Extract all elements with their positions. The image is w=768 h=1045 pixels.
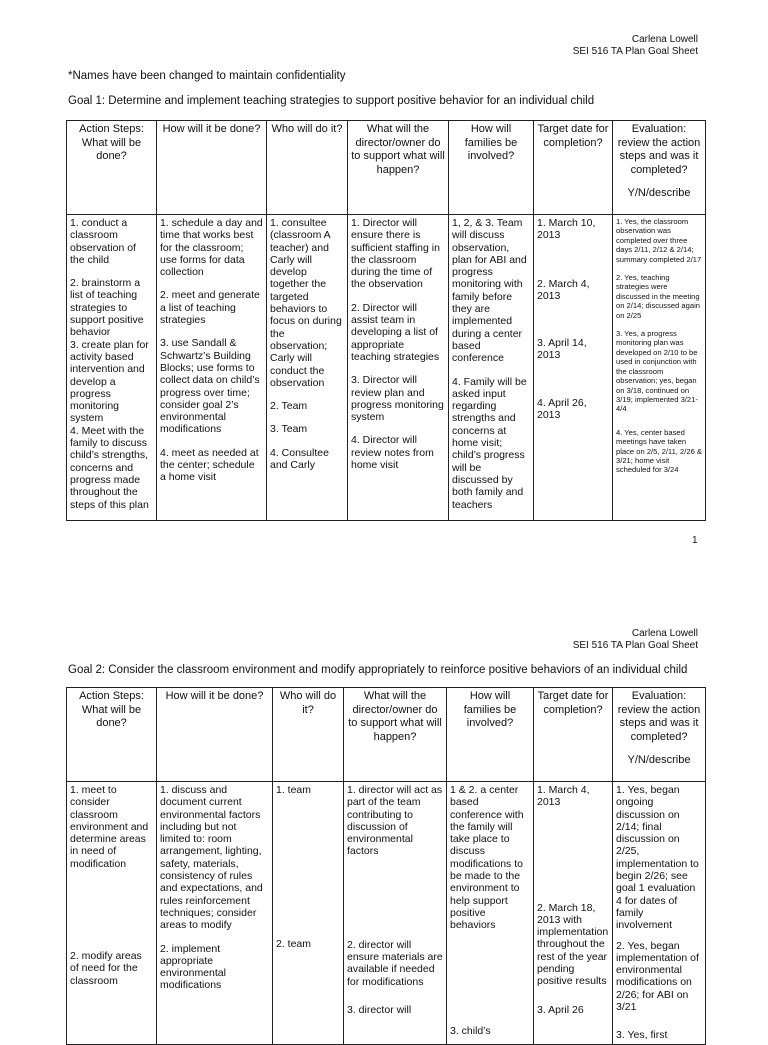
header-target-date: Target date for completion?: [534, 121, 613, 215]
header-how: How will it be done?: [157, 688, 273, 782]
families-1-2: 1 & 2. a center based conference with the family will take place to discuss modifications to be made to the environment to help support positive behaviors: [450, 784, 524, 932]
how-4: 4. meet as needed at the center; schedule a home visit: [160, 446, 259, 484]
evaluation-1: 1. Yes, began ongoing discussion on 2/14; final discussion on 2/25, implementation to begin 2/26; see goal 1 evaluation 4 for dates of family involvement: [616, 784, 699, 932]
how-2: 2. implement appropriate environmental modifications: [160, 942, 226, 992]
action-steps-cell: [67, 215, 157, 521]
yn-describe-label: Y/N/describe: [627, 754, 691, 766]
director-2: 2. director will ensure materials are available if needed for modifications: [347, 938, 443, 988]
header-how: How will it be done?: [157, 121, 267, 215]
target-date-1: 1. March 4, 2013: [537, 784, 590, 809]
families-1-3: 1, 2, & 3. Team will discuss observation, plan for ABI and progress monitoring with family before they are implemented during a center based conference: [452, 217, 527, 365]
action-steps-cell: [67, 782, 157, 1045]
action-steps-2-4: 2. brainstorm a list of teaching strategies to support positive behavior 3. create plan for activity based intervention and develop a progress monitoring system 4. Meet with the family to discuss child’s strengths, concerns and progress made throughout the steps of this plan: [70, 277, 149, 511]
header-target-date: Target date for completion?: [534, 688, 613, 782]
header-evaluation: [613, 688, 706, 782]
page1-sheet-title: SEI 516 TA Plan Goal Sheet: [572, 46, 698, 57]
target-date-2: 2. March 4, 2013: [537, 277, 590, 302]
who-cell: [273, 782, 344, 1045]
header-action-steps: Action Steps: What will be done?: [67, 688, 157, 782]
page1-author: Carlena Lowell: [631, 34, 698, 45]
goal-2-header-row: [67, 688, 706, 782]
director-cell: [348, 215, 449, 521]
header-director: What will the director/owner do to support what will happen?: [344, 688, 447, 782]
target-date-cell: [534, 215, 613, 521]
evaluation-4: 4. Yes, center based meetings have taken place on 2/5, 2/11, 2/26 & 3/21; home visit scheduled for 3/24: [616, 427, 702, 475]
page1-header: [573, 34, 698, 58]
evaluation-cell: [613, 215, 706, 521]
confidentiality-note: *Names have been changed to maintain confidentiality: [68, 70, 346, 82]
director-4: 4. Director will review notes from home visit: [351, 434, 434, 472]
families-3: 3. child’s: [450, 1024, 491, 1037]
who-cell: [267, 215, 348, 521]
goal-2-table: [66, 687, 706, 1045]
action-step-2: 2. modify areas of need for the classroom: [70, 950, 142, 987]
how-cell: [157, 782, 273, 1045]
action-step-1: 1. meet to consider classroom environment and determine areas in need of modification: [70, 784, 149, 870]
director-cell: [344, 782, 447, 1045]
who-1: 1. team: [276, 784, 312, 796]
target-date-4: 4. April 26, 2013: [537, 396, 587, 422]
director-2: 2. Director will assist team in developing a list of appropriate teaching strategies: [351, 301, 440, 363]
families-cell: [447, 782, 534, 1045]
goal-2-title: Goal 2: Consider the classroom environment and modify appropriately to reinforce positive behaviors of an individual child: [68, 664, 688, 676]
target-date-3: 3. April 14, 2013: [537, 337, 587, 362]
header-evaluation-text: Evaluation: review the action steps and was it completed?: [617, 690, 701, 743]
goal-1-body-row: [67, 215, 706, 521]
target-date-2: 2. March 18, 2013 with implementation throughout the rest of the year pending positive results: [537, 901, 609, 988]
families-4: 4. Family will be asked input regarding strengths and concerns at home visit; child’s progress will be discussed by both family and teachers: [452, 375, 527, 511]
header-action-steps: Action Steps: What will be done?: [67, 121, 157, 215]
header-evaluation: [613, 121, 706, 215]
how-1: 1. discuss and document current environmental factors including but not limited to: room arrangement, lighting, safety, materials, consistency of rules and expectations, and rules reinforcement techniques; consider areas to modify: [160, 784, 263, 932]
header-who: Who will do it?: [273, 688, 344, 782]
director-1: 1. director will act as part of the team contributing to discussion of environmental factors: [347, 784, 443, 858]
director-1: 1. Director will ensure there is sufficient staffing in the classroom during the time of the observation: [351, 217, 440, 291]
evaluation-2: 2. Yes, teaching strategies were discussed in the meeting on 2/14; discussed again on 2/25: [616, 273, 701, 320]
who-3: 3. Team: [270, 423, 308, 436]
page2-author: Carlena Lowell: [631, 628, 698, 639]
evaluation-cell: [613, 782, 706, 1045]
page2-sheet-title: SEI 516 TA Plan Goal Sheet: [572, 640, 698, 651]
who-1: 1. consultee (classroom A teacher) and Carly will develop together the targeted behaviors to focus on during the observation; Carly will conduct the observation: [270, 217, 342, 389]
who-4: 4. Consultee and Carly: [270, 446, 329, 472]
director-3: 3. director will: [347, 1003, 412, 1016]
action-step-1: 1. conduct a classroom observation of the child: [70, 217, 136, 266]
page-number: 1: [692, 535, 698, 546]
header-families: How will families be involved?: [447, 688, 534, 782]
target-date-1: 1. March 10, 2013: [537, 217, 596, 242]
families-cell: [449, 215, 534, 521]
target-date-3: 3. April 26: [537, 1003, 584, 1016]
evaluation-2: 2. Yes, began implementation of environmental modifications on 2/26; for ABI on 3/21: [616, 939, 699, 1014]
yn-describe-label: Y/N/describe: [627, 187, 691, 199]
header-who: Who will do it?: [267, 121, 348, 215]
goal-2-body-row: [67, 782, 706, 1045]
how-cell: [157, 215, 267, 521]
goal-1-table: [66, 120, 706, 521]
page2-header: [573, 628, 698, 652]
goal-1-title: Goal 1: Determine and implement teaching strategies to support positive behavior for an individual child: [68, 95, 595, 107]
header-evaluation-text: Evaluation: review the action steps and was it completed?: [617, 123, 701, 176]
header-director: What will the director/owner do to support what will happen?: [348, 121, 449, 215]
header-families: How will families be involved?: [449, 121, 534, 215]
director-3: 3. Director will review plan and progress monitoring system: [351, 374, 444, 424]
goal-1-header-row: [67, 121, 706, 215]
who-2: 2. team: [276, 938, 312, 951]
how-1: 1. schedule a day and time that works best for the classroom; use forms for data collection: [160, 217, 263, 279]
target-date-cell: [534, 782, 613, 1045]
how-2: 2. meet and generate a list of teaching strategies: [160, 289, 260, 327]
evaluation-3: 3. Yes, a progress monitoring plan was developed on 2/10 to be used in conjunction with the classroom observation; yes, began on 3/18, continued on 3/19; implemented 3/21-4/4: [616, 329, 698, 414]
evaluation-1: 1. Yes, the classroom observation was completed over three days 2/11, 2/12 & 2/14; summary completed 2/17: [616, 217, 702, 264]
who-2: 2. Team: [270, 400, 308, 413]
how-3: 3. use Sandall & Schwartz’s Building Blocks; use forms to collect data on child’s progress over time; consider goal 2’s environmental modifications: [160, 337, 260, 436]
evaluation-3: 3. Yes, first: [616, 1029, 668, 1042]
